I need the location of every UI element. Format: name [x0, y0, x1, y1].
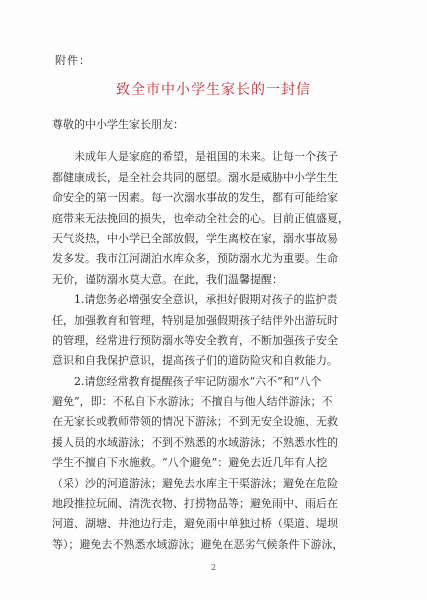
letter-title: 致全市中小学生家长的一封信 [116, 82, 311, 98]
body-line: 无价，谨防溺水莫大意。在此，我们温馨提醒： [52, 272, 283, 286]
body-line: 的管理，经常进行预防溺水等安全教育，不断加强孩子安全 [52, 333, 338, 347]
salutation: 尊敬的中小学生家长朋友： [52, 118, 184, 131]
body-line: 援人员的水域游泳；不到不熟悉的水域游泳；不熟悉水性的 [52, 435, 338, 449]
body-line: 未成年人是家庭的希望，是祖国的未来。让每一个孩子 [52, 150, 338, 164]
body-line: 学生不擅自下水施救。“八个避免”：避免去近几年有人挖 [52, 456, 328, 470]
body-line: 发多发。我市江河湖泊水库众多，预防溺水尤为重要。生命 [52, 252, 338, 266]
body-line: 地段推拉玩闹、清洗衣物、打捞物品等；避免雨中、雨后在 [52, 497, 338, 511]
body-line: 1.请您务必增强安全意识，承担好假期对孩子的监护责 [52, 293, 338, 307]
page-number: 2 [210, 563, 217, 572]
body-line: 避免”，即：不私自下水游泳；不擅自与他人结伴游泳；不 [52, 395, 333, 409]
body-line: 庭带来无法挽回的损失，也牵动全社会的心。目前正值盛夏， [52, 211, 349, 225]
body-line: 河道、湖塘、井池边行走，避免雨中单独过桥（渠道、堤坝 [52, 517, 338, 531]
body-line: （采）沙的河道游泳；避免去水库主干渠游泳；避免在危险 [52, 476, 338, 490]
body-line: 意识和自我保护意识，提高孩子们的道防险灾和自救能力。 [52, 354, 338, 368]
body-line: 都健康成长，是全社会共同的愿望。溺水是威胁中小学生生 [52, 170, 338, 184]
body-line: 在无家长或教师带领的情况下游泳；不到无安全设施、无救 [52, 415, 338, 429]
body-line: 等）；避免去不熟悉水域游泳；避免在恶劣气候条件下游泳， [52, 537, 344, 551]
body-line: 任，加强教育和管理，特别是加强假期孩子结伴外出游玩时 [52, 313, 338, 327]
body-line: 命安全的第一因素。每一次溺水事故的发生，都有可能给家 [52, 191, 338, 205]
letter-body [52, 115, 382, 555]
attachment-label: 附件： [55, 54, 91, 67]
body-line: 2.请您经常教育提醒孩子牢记防溺水“六不”和“八个 [52, 374, 322, 388]
body-line: 天气炎热，中小学已全部放假，学生离校在家，溺水事故易 [52, 231, 338, 245]
